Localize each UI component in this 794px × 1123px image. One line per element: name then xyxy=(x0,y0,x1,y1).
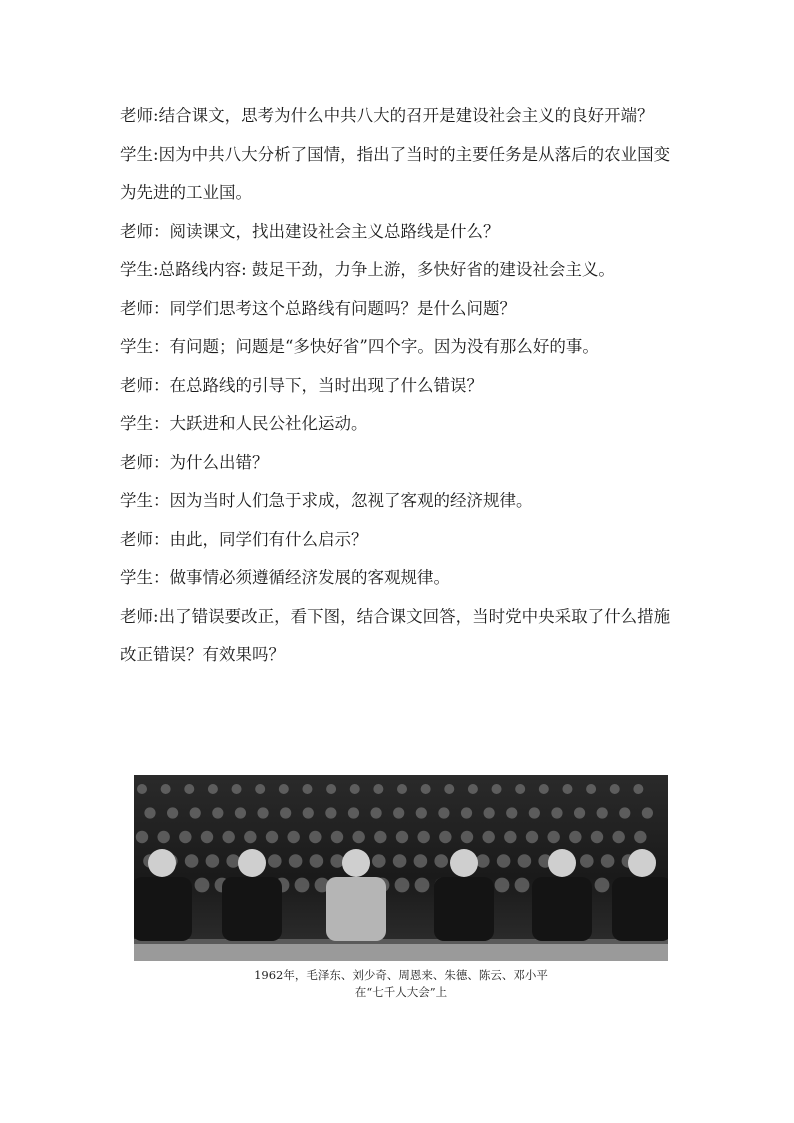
audience-head xyxy=(633,784,643,794)
audience-head xyxy=(161,784,171,794)
audience-head xyxy=(222,831,234,843)
audience-head xyxy=(591,831,603,843)
audience-head xyxy=(279,784,289,794)
dialogue-line xyxy=(120,598,682,675)
audience-head xyxy=(370,807,381,818)
audience-head xyxy=(326,784,336,794)
dialogue-text: 有问题；问题是“多快好省”四个字。因为没有那么好的事。 xyxy=(169,337,599,356)
front-row-figure xyxy=(134,877,192,941)
audience-head xyxy=(515,878,530,893)
dialogue-text: 由此，同学们有什么启示？ xyxy=(169,529,368,549)
front-row-head xyxy=(628,849,656,877)
audience-head xyxy=(417,831,429,843)
audience-head xyxy=(518,854,532,868)
audience-head xyxy=(331,831,343,843)
speaker-label: 学生： xyxy=(120,414,170,433)
audience-head xyxy=(562,784,572,794)
audience-head xyxy=(144,807,155,818)
dialogue-section xyxy=(120,97,682,675)
audience-head xyxy=(415,878,430,893)
audience-head xyxy=(266,831,278,843)
audience-head xyxy=(348,807,359,818)
audience-head xyxy=(255,784,265,794)
caption-line: 在“七千人大会”上 xyxy=(354,985,448,999)
front-row-head xyxy=(548,849,576,877)
audience-head xyxy=(303,807,314,818)
audience-head xyxy=(201,831,213,843)
audience-head xyxy=(167,807,178,818)
audience-head xyxy=(414,854,428,868)
dialogue-line xyxy=(120,482,682,521)
dialogue-text: 结合课文，思考为什么中共八大的召开是建设社会主义的良好开端？ xyxy=(158,106,654,125)
audience-head xyxy=(295,878,310,893)
audience-head xyxy=(551,807,562,818)
speaker-label: 老师： xyxy=(120,298,170,318)
audience-head xyxy=(287,831,299,843)
audience-head xyxy=(482,831,494,843)
audience-head xyxy=(393,854,407,868)
audience-head xyxy=(529,807,540,818)
audience-head xyxy=(461,807,472,818)
audience-head xyxy=(179,831,191,843)
dialogue-text: 在总路线的引导下，当时出现了什么错误？ xyxy=(169,375,483,395)
front-row-figure xyxy=(326,877,386,941)
audience-head xyxy=(137,784,147,794)
front-row-figure xyxy=(612,877,668,941)
audience-head xyxy=(569,831,581,843)
dialogue-text: 做事情必须遵循经济发展的客观规律。 xyxy=(169,568,450,587)
audience-head xyxy=(374,831,386,843)
audience-head xyxy=(325,807,336,818)
photo-illustration xyxy=(134,775,668,961)
audience-head xyxy=(257,807,268,818)
audience-head xyxy=(212,807,223,818)
audience-head xyxy=(416,807,427,818)
audience-head xyxy=(310,854,324,868)
audience-head xyxy=(547,831,559,843)
audience-head xyxy=(232,784,242,794)
dialogue-line xyxy=(120,136,682,213)
audience-head xyxy=(597,807,608,818)
photo-caption xyxy=(134,967,668,1001)
audience-head xyxy=(195,878,210,893)
audience-head xyxy=(268,854,282,868)
dialogue-line xyxy=(120,405,682,444)
audience-head xyxy=(461,831,473,843)
audience-head xyxy=(484,807,495,818)
front-row-head xyxy=(238,849,266,877)
dialogue-line xyxy=(120,559,682,598)
audience-head xyxy=(610,784,620,794)
dialogue-text: 总路线内容: 鼓足干劲，力争上游，多快好省的建设社会主义。 xyxy=(158,260,615,279)
speaker-label: 学生： xyxy=(120,491,170,510)
audience-head xyxy=(492,784,502,794)
audience-head xyxy=(586,784,596,794)
front-row-head xyxy=(342,849,370,877)
audience-head xyxy=(539,784,549,794)
audience-head xyxy=(208,784,218,794)
front-row-figure xyxy=(532,877,592,941)
audience-head xyxy=(350,784,360,794)
audience-head xyxy=(397,784,407,794)
speaker-label: 学生: xyxy=(120,144,159,164)
audience-head xyxy=(235,807,246,818)
dialogue-text: 大跃进和人民公社化运动。 xyxy=(169,414,368,433)
audience-head xyxy=(497,854,511,868)
audience-head xyxy=(206,854,220,868)
audience-head xyxy=(438,807,449,818)
dialogue-line xyxy=(120,251,682,290)
photo-figure xyxy=(134,775,668,1001)
audience-head xyxy=(190,807,201,818)
audience-head xyxy=(526,831,538,843)
dialogue-text: 阅读课文，找出建设社会主义总路线是什么？ xyxy=(169,221,500,241)
audience-head xyxy=(574,807,585,818)
dialogue-text: 因为当时人们急于求成，忽视了客观的经济规律。 xyxy=(169,491,533,510)
audience-head xyxy=(421,784,431,794)
audience-head xyxy=(309,831,321,843)
audience-head xyxy=(184,784,194,794)
speaker-label: 老师： xyxy=(120,529,170,549)
speaker-label: 学生： xyxy=(120,337,170,356)
audience-head xyxy=(619,807,630,818)
speaker-label: 学生： xyxy=(120,568,170,587)
audience-head xyxy=(595,878,610,893)
audience-head xyxy=(330,854,344,868)
dialogue-text: 出了错误要改正，看下图，结合课文回答，当时党中央采取了什么措施改正错误？有效果吗？ xyxy=(120,606,671,664)
audience-head xyxy=(612,831,624,843)
dialogue-line xyxy=(120,290,682,329)
audience-head xyxy=(444,784,454,794)
audience-head xyxy=(506,807,517,818)
dialogue-text: 为什么出错？ xyxy=(169,452,269,472)
dialogue-text: 因为中共八大分析了国情，指出了当时的主要任务是从落后的农业国变为先进的工业国。 xyxy=(120,144,671,202)
dialogue-text: 同学们思考这个总路线有问题吗？是什么问题？ xyxy=(169,298,516,318)
caption-line: 1962年，毛泽东、刘少奇、周恩来、朱德、陈云、邓小平 xyxy=(254,968,548,982)
speaker-label: 老师： xyxy=(120,452,170,472)
dialogue-line xyxy=(120,328,682,367)
speaker-label: 老师: xyxy=(120,606,159,626)
dialogue-line xyxy=(120,367,682,406)
audience-head xyxy=(495,878,510,893)
front-row-head xyxy=(450,849,478,877)
speaker-label: 老师： xyxy=(120,221,170,241)
audience-head xyxy=(395,878,410,893)
speaker-label: 学生: xyxy=(120,260,159,279)
audience-head xyxy=(226,854,240,868)
front-row-figure xyxy=(222,877,282,941)
audience-head xyxy=(280,807,291,818)
audience-head xyxy=(393,807,404,818)
audience-head xyxy=(136,831,148,843)
audience-head xyxy=(157,831,169,843)
audience-head xyxy=(580,854,594,868)
audience-head xyxy=(515,784,525,794)
audience-head xyxy=(439,831,451,843)
front-row-head xyxy=(148,849,176,877)
audience-head xyxy=(185,854,199,868)
audience-head xyxy=(302,784,312,794)
front-row-figure xyxy=(434,877,494,941)
audience-head xyxy=(468,784,478,794)
audience-head xyxy=(476,854,490,868)
audience-head xyxy=(642,807,653,818)
audience-head xyxy=(634,831,646,843)
audience-head xyxy=(352,831,364,843)
audience-head xyxy=(289,854,303,868)
audience-head xyxy=(244,831,256,843)
audience-head xyxy=(434,854,448,868)
dialogue-line xyxy=(120,444,682,483)
dialogue-line xyxy=(120,97,682,136)
audience-head xyxy=(373,784,383,794)
dialogue-line xyxy=(120,213,682,252)
audience-head xyxy=(396,831,408,843)
historical-photo xyxy=(134,775,668,961)
audience-head xyxy=(504,831,516,843)
speaker-label: 老师： xyxy=(120,375,170,395)
speaker-label: 老师: xyxy=(120,106,159,125)
audience-head xyxy=(601,854,615,868)
audience-head xyxy=(372,854,386,868)
dialogue-line xyxy=(120,521,682,560)
